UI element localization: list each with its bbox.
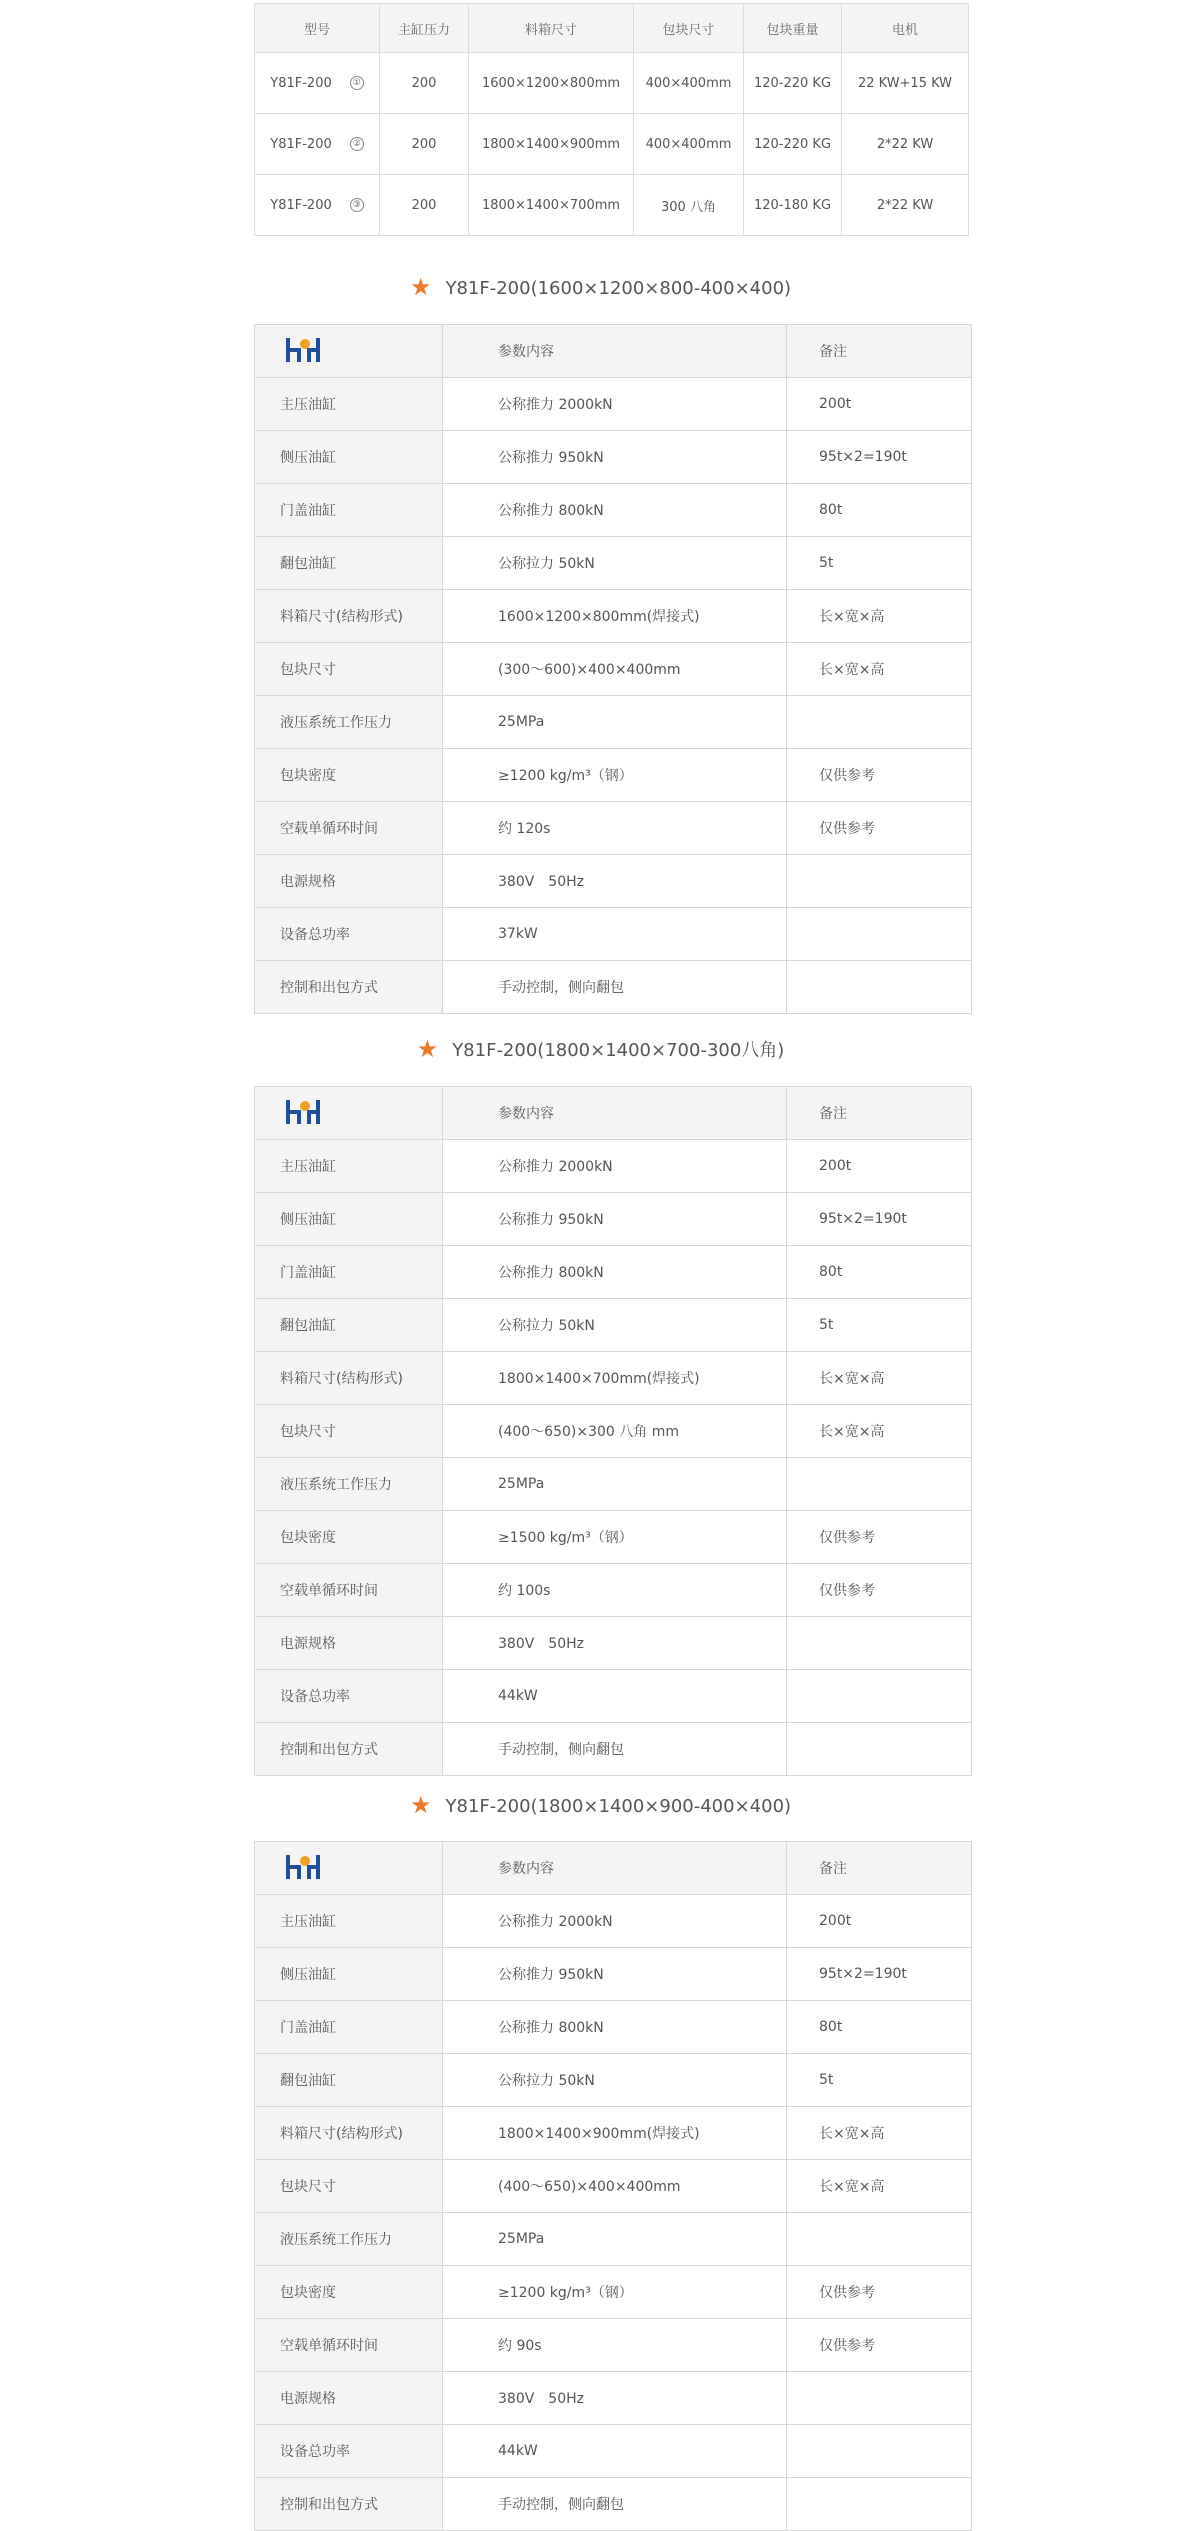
table-row bbox=[255, 1193, 972, 1246]
param-value: 公称拉力 50kN bbox=[443, 2054, 787, 2107]
box-cell: 1800×1400×900mm bbox=[469, 114, 634, 175]
table-row bbox=[255, 2213, 972, 2266]
param-value: 1800×1400×900mm(焊接式) bbox=[443, 2107, 787, 2160]
bale-cell: 400×400mm bbox=[634, 53, 744, 114]
circled-number: ③ bbox=[350, 198, 364, 212]
table-row bbox=[255, 378, 972, 431]
param-value: (400～650)×400×400mm bbox=[443, 2160, 787, 2213]
param-name: 设备总功率 bbox=[255, 2425, 443, 2478]
param-name: 包块密度 bbox=[255, 1511, 443, 1564]
table-row bbox=[255, 2160, 972, 2213]
param-note bbox=[787, 2213, 972, 2266]
star-icon: ★ bbox=[416, 1035, 439, 1063]
param-note: 5t bbox=[787, 537, 972, 590]
param-value: 44kW bbox=[443, 2425, 787, 2478]
param-value: 380V 50Hz bbox=[443, 1617, 787, 1670]
pressure-cell: 200 bbox=[380, 114, 469, 175]
table-row bbox=[255, 855, 972, 908]
table-row bbox=[255, 908, 972, 961]
param-value: 手动控制，侧向翻包 bbox=[443, 961, 787, 1014]
pressure-cell: 200 bbox=[380, 175, 469, 236]
param-value: 1600×1200×800mm(焊接式) bbox=[443, 590, 787, 643]
param-name: 液压系统工作压力 bbox=[255, 2213, 443, 2266]
table-row bbox=[255, 1948, 972, 2001]
table-row bbox=[255, 2107, 972, 2160]
param-name: 门盖油缸 bbox=[255, 484, 443, 537]
table-row bbox=[255, 114, 969, 175]
company-logo-icon bbox=[285, 1851, 321, 1885]
param-note: 仅供参考 bbox=[787, 1511, 972, 1564]
param-note: 95t×2=190t bbox=[787, 1193, 972, 1246]
param-note bbox=[787, 1617, 972, 1670]
table-row bbox=[255, 1405, 972, 1458]
bale-cell: 300 八角 bbox=[634, 175, 744, 236]
table-row bbox=[255, 1670, 972, 1723]
param-note: 200t bbox=[787, 378, 972, 431]
param-value: 约 120s bbox=[443, 802, 787, 855]
logo-cell bbox=[255, 1087, 443, 1140]
param-note: 长×宽×高 bbox=[787, 1352, 972, 1405]
param-note: 80t bbox=[787, 484, 972, 537]
param-note: 长×宽×高 bbox=[787, 1405, 972, 1458]
spec-header-row bbox=[255, 1087, 972, 1140]
param-note: 仅供参考 bbox=[787, 2319, 972, 2372]
param-value: ≥1200 kg/m³（钢） bbox=[443, 2266, 787, 2319]
header-parameter: 参数内容 bbox=[443, 1842, 787, 1895]
param-note bbox=[787, 1670, 972, 1723]
param-name: 料箱尺寸(结构形式) bbox=[255, 1352, 443, 1405]
table-row bbox=[255, 484, 972, 537]
param-value: 公称推力 950kN bbox=[443, 1193, 787, 1246]
table-row bbox=[255, 2372, 972, 2425]
param-name: 门盖油缸 bbox=[255, 2001, 443, 2054]
param-value: 公称推力 950kN bbox=[443, 431, 787, 484]
param-note: 95t×2=190t bbox=[787, 1948, 972, 2001]
header-note: 备注 bbox=[787, 1087, 972, 1140]
weight-cell: 120-180 KG bbox=[744, 175, 842, 236]
param-name: 主压油缸 bbox=[255, 1140, 443, 1193]
param-note: 仅供参考 bbox=[787, 1564, 972, 1617]
param-value: ≥1500 kg/m³（钢） bbox=[443, 1511, 787, 1564]
param-note bbox=[787, 2372, 972, 2425]
param-value: 380V 50Hz bbox=[443, 855, 787, 908]
table-row bbox=[255, 749, 972, 802]
spec-header-row bbox=[255, 1842, 972, 1895]
param-name: 电源规格 bbox=[255, 2372, 443, 2425]
param-note bbox=[787, 908, 972, 961]
param-value: 公称推力 800kN bbox=[443, 484, 787, 537]
model-cell bbox=[255, 175, 380, 236]
param-name: 翻包油缸 bbox=[255, 1299, 443, 1352]
header-bale-size: 包块尺寸 bbox=[634, 4, 744, 53]
circled-number: ② bbox=[350, 137, 364, 151]
param-name: 翻包油缸 bbox=[255, 2054, 443, 2107]
header-bale-weight: 包块重量 bbox=[744, 4, 842, 53]
param-value: 公称拉力 50kN bbox=[443, 1299, 787, 1352]
header-motor: 电机 bbox=[842, 4, 969, 53]
param-note bbox=[787, 855, 972, 908]
table-row bbox=[255, 1617, 972, 1670]
table-row bbox=[255, 1895, 972, 1948]
section-title-text: Y81F-200(1600×1200×800-400×400) bbox=[445, 278, 792, 299]
section-title-text: Y81F-200(1800×1400×900-400×400) bbox=[445, 1796, 792, 1817]
model-text: Y81F-200 bbox=[270, 136, 332, 152]
logo-cell bbox=[255, 1842, 443, 1895]
table-row bbox=[255, 643, 972, 696]
param-name: 空载单循环时间 bbox=[255, 2319, 443, 2372]
param-name: 包块尺寸 bbox=[255, 1405, 443, 1458]
param-value: 公称推力 2000kN bbox=[443, 1895, 787, 1948]
table-row bbox=[255, 1140, 972, 1193]
table-row bbox=[255, 2478, 972, 2531]
company-logo-icon bbox=[285, 1096, 321, 1130]
param-value: 手动控制，侧向翻包 bbox=[443, 1723, 787, 1776]
table-row bbox=[255, 2425, 972, 2478]
param-value: 25MPa bbox=[443, 696, 787, 749]
table-row bbox=[255, 2054, 972, 2107]
header-note: 备注 bbox=[787, 325, 972, 378]
table-row bbox=[255, 696, 972, 749]
param-note: 仅供参考 bbox=[787, 749, 972, 802]
param-name: 料箱尺寸(结构形式) bbox=[255, 2107, 443, 2160]
weight-cell: 120-220 KG bbox=[744, 53, 842, 114]
table-row bbox=[255, 1723, 972, 1776]
param-note bbox=[787, 2425, 972, 2478]
summary-header-row bbox=[255, 4, 969, 53]
spec-table bbox=[254, 1841, 972, 2531]
table-row bbox=[255, 590, 972, 643]
param-name: 设备总功率 bbox=[255, 1670, 443, 1723]
table-row bbox=[255, 1352, 972, 1405]
param-name: 液压系统工作压力 bbox=[255, 1458, 443, 1511]
table-row bbox=[255, 1564, 972, 1617]
param-value: (300～600)×400×400mm bbox=[443, 643, 787, 696]
motor-cell: 22 KW+15 KW bbox=[842, 53, 969, 114]
table-row bbox=[255, 53, 969, 114]
motor-cell: 2*22 KW bbox=[842, 175, 969, 236]
table-row bbox=[255, 961, 972, 1014]
param-value: (400～650)×300 八角 mm bbox=[443, 1405, 787, 1458]
param-value: 手动控制，侧向翻包 bbox=[443, 2478, 787, 2531]
param-value: 37kW bbox=[443, 908, 787, 961]
weight-cell: 120-220 KG bbox=[744, 114, 842, 175]
model-cell bbox=[255, 53, 380, 114]
table-row bbox=[255, 802, 972, 855]
table-row bbox=[255, 1458, 972, 1511]
param-value: 约 90s bbox=[443, 2319, 787, 2372]
param-note: 长×宽×高 bbox=[787, 2107, 972, 2160]
param-name: 侧压油缸 bbox=[255, 1948, 443, 2001]
param-note: 200t bbox=[787, 1140, 972, 1193]
spec-table bbox=[254, 324, 972, 1014]
param-note: 95t×2=190t bbox=[787, 431, 972, 484]
param-name: 电源规格 bbox=[255, 855, 443, 908]
param-note bbox=[787, 1723, 972, 1776]
company-logo-icon bbox=[285, 334, 321, 368]
param-name: 控制和出包方式 bbox=[255, 1723, 443, 1776]
param-name: 空载单循环时间 bbox=[255, 1564, 443, 1617]
param-name: 侧压油缸 bbox=[255, 431, 443, 484]
header-model: 型号 bbox=[255, 4, 380, 53]
spec-header-row bbox=[255, 325, 972, 378]
param-note: 长×宽×高 bbox=[787, 2160, 972, 2213]
table-row bbox=[255, 2001, 972, 2054]
param-value: 25MPa bbox=[443, 1458, 787, 1511]
param-name: 包块密度 bbox=[255, 749, 443, 802]
param-note: 80t bbox=[787, 2001, 972, 2054]
param-value: 公称推力 800kN bbox=[443, 2001, 787, 2054]
param-note: 长×宽×高 bbox=[787, 643, 972, 696]
param-name: 料箱尺寸(结构形式) bbox=[255, 590, 443, 643]
bale-cell: 400×400mm bbox=[634, 114, 744, 175]
model-summary-table bbox=[254, 3, 969, 236]
param-name: 控制和出包方式 bbox=[255, 961, 443, 1014]
star-icon: ★ bbox=[409, 273, 432, 301]
param-note: 5t bbox=[787, 2054, 972, 2107]
table-row bbox=[255, 175, 969, 236]
param-name: 包块尺寸 bbox=[255, 2160, 443, 2213]
param-name: 电源规格 bbox=[255, 1617, 443, 1670]
param-name: 主压油缸 bbox=[255, 378, 443, 431]
param-name: 设备总功率 bbox=[255, 908, 443, 961]
param-name: 侧压油缸 bbox=[255, 1193, 443, 1246]
param-note: 仅供参考 bbox=[787, 802, 972, 855]
section-title bbox=[0, 272, 1201, 302]
pressure-cell: 200 bbox=[380, 53, 469, 114]
spec-table bbox=[254, 1086, 972, 1776]
table-row bbox=[255, 1246, 972, 1299]
param-value: 公称推力 800kN bbox=[443, 1246, 787, 1299]
header-parameter: 参数内容 bbox=[443, 1087, 787, 1140]
param-name: 液压系统工作压力 bbox=[255, 696, 443, 749]
param-value: 约 100s bbox=[443, 1564, 787, 1617]
table-row bbox=[255, 537, 972, 590]
motor-cell: 2*22 KW bbox=[842, 114, 969, 175]
header-parameter: 参数内容 bbox=[443, 325, 787, 378]
header-note: 备注 bbox=[787, 1842, 972, 1895]
table-row bbox=[255, 2266, 972, 2319]
param-note: 长×宽×高 bbox=[787, 590, 972, 643]
param-value: 公称推力 2000kN bbox=[443, 378, 787, 431]
param-value: 1800×1400×700mm(焊接式) bbox=[443, 1352, 787, 1405]
param-value: 公称拉力 50kN bbox=[443, 537, 787, 590]
param-note bbox=[787, 1458, 972, 1511]
param-value: 44kW bbox=[443, 1670, 787, 1723]
param-value: 25MPa bbox=[443, 2213, 787, 2266]
logo-cell bbox=[255, 325, 443, 378]
param-value: ≥1200 kg/m³（钢） bbox=[443, 749, 787, 802]
param-note: 200t bbox=[787, 1895, 972, 1948]
model-text: Y81F-200 bbox=[270, 197, 332, 213]
table-row bbox=[255, 1299, 972, 1352]
param-note bbox=[787, 696, 972, 749]
param-name: 翻包油缸 bbox=[255, 537, 443, 590]
param-name: 控制和出包方式 bbox=[255, 2478, 443, 2531]
star-icon: ★ bbox=[409, 1791, 432, 1819]
param-value: 公称推力 2000kN bbox=[443, 1140, 787, 1193]
model-cell bbox=[255, 114, 380, 175]
param-name: 主压油缸 bbox=[255, 1895, 443, 1948]
section-title bbox=[0, 1790, 1201, 1820]
param-name: 空载单循环时间 bbox=[255, 802, 443, 855]
box-cell: 1600×1200×800mm bbox=[469, 53, 634, 114]
table-row bbox=[255, 431, 972, 484]
param-note: 仅供参考 bbox=[787, 2266, 972, 2319]
param-name: 包块密度 bbox=[255, 2266, 443, 2319]
circled-number: ① bbox=[350, 76, 364, 90]
param-note bbox=[787, 961, 972, 1014]
param-value: 380V 50Hz bbox=[443, 2372, 787, 2425]
param-note: 80t bbox=[787, 1246, 972, 1299]
param-name: 包块尺寸 bbox=[255, 643, 443, 696]
header-pressure: 主缸压力 bbox=[380, 4, 469, 53]
param-value: 公称推力 950kN bbox=[443, 1948, 787, 2001]
param-name: 门盖油缸 bbox=[255, 1246, 443, 1299]
param-note: 5t bbox=[787, 1299, 972, 1352]
header-box-size: 料箱尺寸 bbox=[469, 4, 634, 53]
model-text: Y81F-200 bbox=[270, 75, 332, 91]
section-title bbox=[0, 1034, 1201, 1064]
table-row bbox=[255, 2319, 972, 2372]
section-title-text: Y81F-200(1800×1400×700-300八角) bbox=[452, 1040, 785, 1061]
box-cell: 1800×1400×700mm bbox=[469, 175, 634, 236]
param-note bbox=[787, 2478, 972, 2531]
table-row bbox=[255, 1511, 972, 1564]
